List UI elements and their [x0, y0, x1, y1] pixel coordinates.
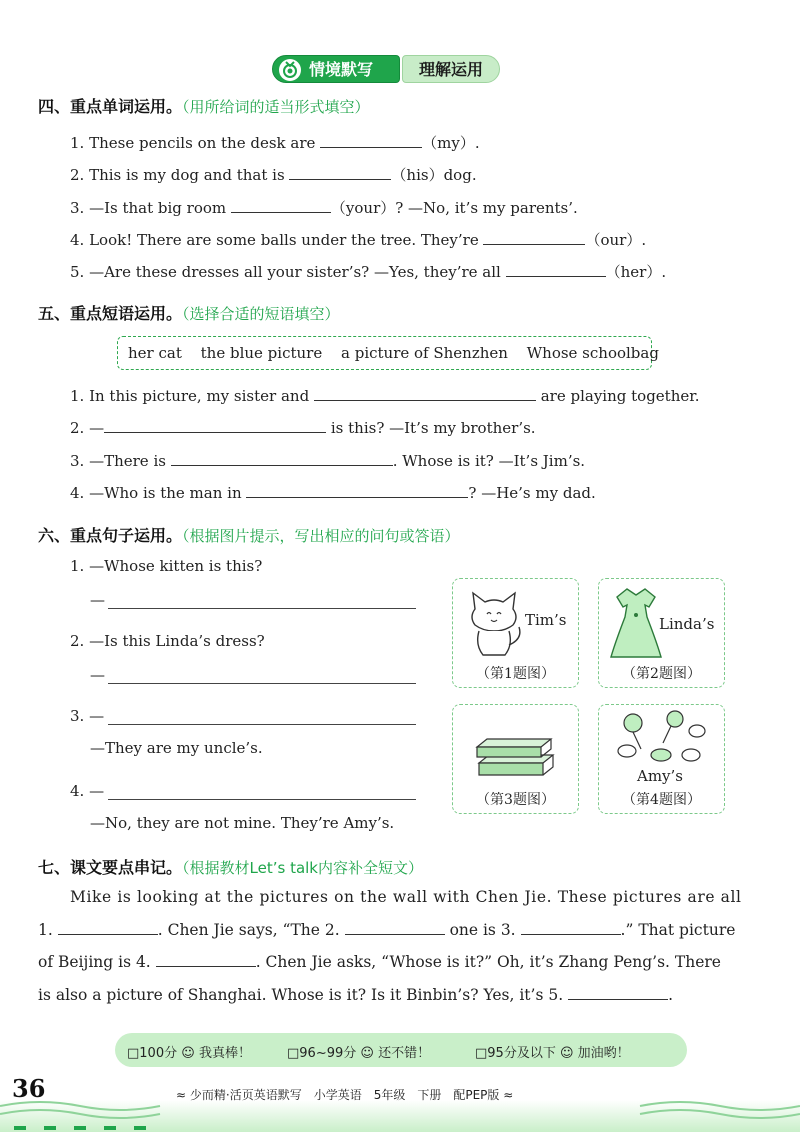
section5-title	[38, 301, 340, 324]
s4-q5-hint: （her）.	[605, 263, 667, 281]
section7-instruction: （根据教材Let’s talk内容补全短文）	[182, 859, 423, 877]
phrase-option: her cat	[128, 344, 182, 362]
s6-q4-prefix: 4. —	[70, 782, 105, 800]
s5-q1	[70, 386, 700, 405]
books-icon	[473, 723, 559, 785]
picture-4-label: Amy’s	[637, 767, 683, 785]
s7-line3-a: of Beijing is 4.	[38, 953, 151, 971]
smile-icon: ☺	[559, 1046, 574, 1061]
section6-instruction: （根据图片提示，写出相应的问句或答语）	[182, 527, 460, 545]
s5-q3-blank[interactable]	[171, 451, 393, 466]
s7-blank-2[interactable]	[345, 920, 445, 935]
score-95-below[interactable]	[475, 1042, 630, 1061]
candies-icon	[611, 709, 713, 765]
score-100-comment: 我真棒！	[198, 1046, 251, 1061]
section4-title-text: 四、重点单词运用。	[38, 97, 183, 116]
section5-title-text: 五、重点短语运用。	[38, 304, 183, 323]
section5-instruction: （选择合适的短语填空）	[182, 305, 340, 323]
s7-line2-c: one is 3.	[449, 921, 516, 939]
picture-3-caption: （第3题图）	[476, 792, 555, 808]
s5-q1-text-end: are playing together.	[540, 387, 700, 405]
s7-line4-a: is also a picture of Shanghai. Whose is it? Is it Binbin’s? Yes, it’s 5.	[38, 986, 564, 1004]
s7-line4	[38, 985, 673, 1004]
s5-q4	[70, 483, 596, 502]
s4-q4-hint: （our）.	[585, 231, 647, 249]
s4-q1-hint: （my）.	[422, 134, 480, 152]
section6-title-text: 六、重点句子运用。	[38, 526, 183, 545]
section7-title-text: 七、课文要点串记。	[38, 858, 183, 877]
s7-line4-b: .	[668, 986, 673, 1004]
s4-q1	[70, 132, 480, 153]
s4-q5-blank[interactable]	[506, 262, 606, 277]
s5-q3	[70, 451, 585, 470]
s6-q3-prefix: 3. —	[70, 707, 105, 725]
s5-q3-text: 3. —There is	[70, 452, 166, 470]
header-right-label: 理解运用	[402, 55, 500, 83]
s5-q2	[70, 418, 536, 437]
s6-q3-question-line[interactable]	[108, 724, 416, 725]
s7-line3-b: . Chen Jie asks, “Whose is it?” Oh, it’s Zhang Peng’s. There	[255, 953, 721, 971]
s4-q5	[70, 261, 666, 282]
header-left-text: 情境默写	[309, 60, 374, 79]
smile-icon: ☺	[181, 1046, 195, 1061]
s4-q4	[70, 229, 646, 250]
section4-instruction: （用所给词的适当形式填空）	[182, 98, 370, 116]
footer-text	[176, 1086, 513, 1103]
s7-blank-1[interactable]	[58, 920, 158, 935]
picture-2-label: Linda’s	[659, 615, 715, 633]
header-left-label	[272, 55, 400, 83]
score-96-comment: 还不错！	[378, 1046, 431, 1061]
s6-q2-answer-line[interactable]	[108, 683, 416, 684]
phrase-option: a picture of Shenzhen	[341, 344, 508, 362]
wave-icon: ≈	[499, 1088, 514, 1102]
picture-4-caption: （第4题图）	[622, 792, 701, 808]
score-100-label: □100分	[127, 1046, 178, 1061]
s6-q3-answer: —They are my uncle’s.	[90, 739, 263, 757]
s7-line2	[38, 920, 735, 939]
s7-blank-4[interactable]	[156, 952, 256, 967]
s4-q3-hint: （your）? —No, it’s my parents’.	[330, 199, 578, 217]
s7-line2-b: . Chen Jie says, “The 2.	[157, 921, 340, 939]
score-100[interactable]	[127, 1042, 251, 1061]
phrase-option: Whose schoolbag	[526, 344, 659, 362]
s4-q3-text: 3. —Is that big room	[70, 199, 227, 217]
s5-q4-text: 4. —Who is the man in	[70, 484, 242, 502]
s5-q2-blank[interactable]	[104, 418, 326, 433]
score-95-label: □95分及以下	[475, 1046, 556, 1061]
s7-line2-a: 1.	[38, 921, 53, 939]
picture-1-caption: （第1题图）	[476, 666, 555, 682]
s7-line2-d: .” That picture	[620, 921, 736, 939]
score-96-label: □96~99分	[287, 1046, 357, 1061]
s4-q3-blank[interactable]	[231, 198, 331, 213]
section6-title	[38, 523, 460, 546]
s6-q1-answer-line[interactable]	[108, 608, 416, 609]
section7-title	[38, 855, 423, 878]
s6-q2-text: 2. —Is this Linda’s dress?	[70, 632, 265, 650]
s4-q5-text: 5. —Are these dresses all your sister’s? —Yes, they’re all	[70, 263, 501, 281]
s4-q1-text: 1. These pencils on the desk are	[70, 134, 316, 152]
s7-line1: Mike is looking at the pictures on the wall with Chen Jie. These pictures are all	[70, 888, 742, 906]
section-header-badge	[272, 55, 500, 85]
s6-q4-question-line[interactable]	[108, 799, 416, 800]
s4-q2-hint: （his）dog.	[391, 166, 477, 184]
s7-blank-5[interactable]	[568, 985, 668, 1000]
s6-q4-answer: —No, they are not mine. They’re Amy’s.	[90, 814, 395, 832]
picture-2-caption: （第2题图）	[622, 666, 701, 682]
picture-1-label: Tim’s	[525, 611, 567, 629]
medal-icon	[279, 59, 301, 81]
s5-q4-blank[interactable]	[246, 483, 468, 498]
s5-q2-text: 2. —	[70, 419, 105, 437]
footer-text-content: 少而精·活页英语默写 小学英语 5年级 下册 配PEP版	[189, 1088, 500, 1102]
s5-q4-text-end: ? —He’s my dad.	[468, 484, 596, 502]
score-bar	[115, 1033, 687, 1067]
s4-q4-text: 4. Look! There are some balls under the tree. They’re	[70, 231, 479, 249]
smile-icon: ☺	[360, 1046, 374, 1061]
picture-2	[598, 578, 725, 688]
s6-q2-dash: —	[90, 666, 105, 684]
s7-line3	[38, 952, 721, 971]
s4-q1-blank[interactable]	[320, 133, 422, 148]
s4-q2-text: 2. This is my dog and that is	[70, 166, 285, 184]
wave-icon: ≈	[176, 1088, 190, 1102]
score-95-comment: 加油哟！	[577, 1046, 630, 1061]
section4-title	[38, 94, 370, 117]
s5-q2-text-end: is this? —It’s my brother’s.	[330, 419, 536, 437]
dress-icon	[609, 585, 663, 661]
s4-q3	[70, 197, 578, 218]
s7-blank-3[interactable]	[521, 920, 621, 935]
page-number: 36	[12, 1074, 46, 1103]
s4-q2-blank[interactable]	[289, 165, 391, 180]
s6-q1-text: 1. —Whose kitten is this?	[70, 557, 263, 575]
score-96-99[interactable]	[287, 1042, 430, 1061]
s5-q3-text-end: . Whose is it? —It’s Jim’s.	[392, 452, 586, 470]
picture-1	[452, 578, 579, 688]
s5-q1-text: 1. In this picture, my sister and	[70, 387, 310, 405]
phrase-option: the blue picture	[200, 344, 323, 362]
s6-q1-dash: —	[90, 591, 105, 609]
s5-q1-blank[interactable]	[314, 386, 536, 401]
phrase-options-box	[117, 336, 659, 370]
picture-3	[452, 704, 579, 814]
s4-q2	[70, 164, 477, 185]
s4-q4-blank[interactable]	[483, 230, 585, 245]
picture-4	[598, 704, 725, 814]
kitten-icon	[461, 587, 527, 659]
